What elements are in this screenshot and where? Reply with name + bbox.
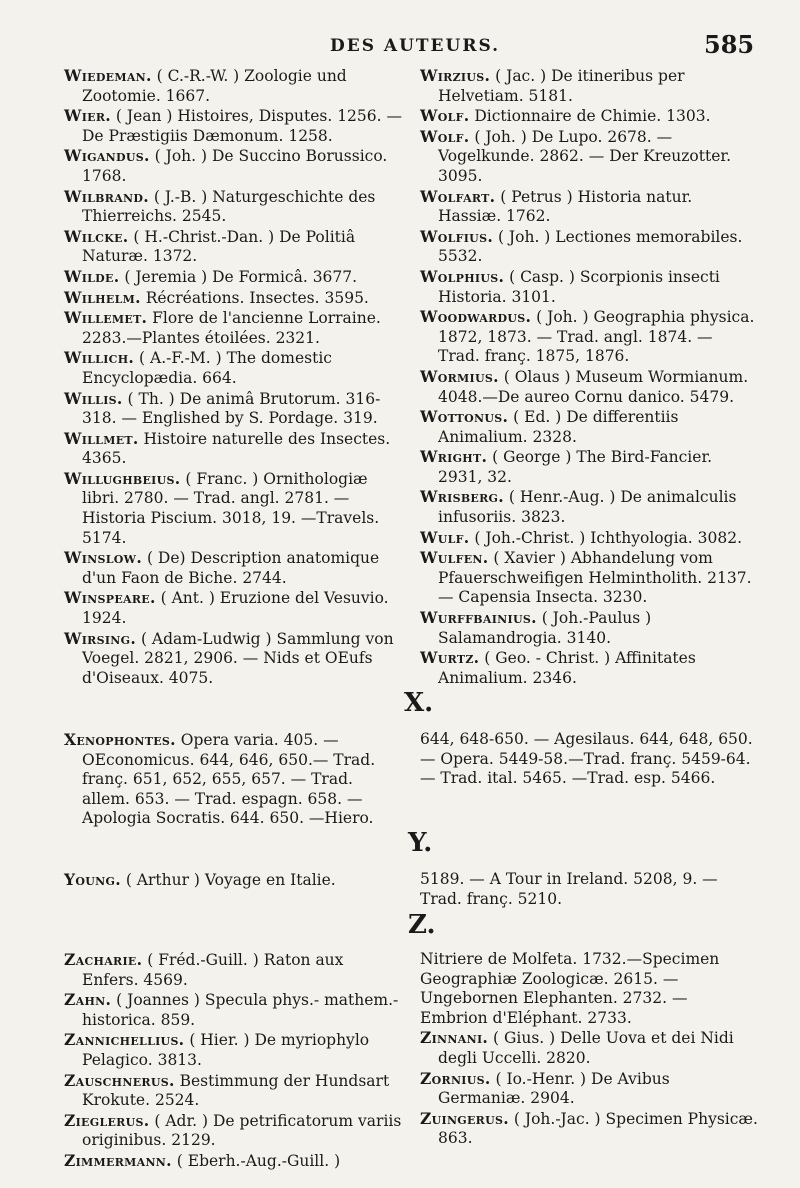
index-entry bbox=[420, 487, 758, 527]
entry-description: ( Joh.-Paulus ) Salamandrogia. 3140. bbox=[438, 609, 652, 647]
entry-description: ( Olaus ) Museum Wormianum. 4048.—De aureo Cornu danico. 5479. bbox=[438, 367, 749, 406]
entry-description: ( J.-B. ) Naturgeschichte des Thierreichs. 2545. bbox=[82, 187, 376, 226]
entry-description: ( Joh. ) De Succino Borussico. 1768. bbox=[82, 147, 388, 185]
index-entry bbox=[64, 1030, 402, 1070]
index-entry bbox=[64, 348, 402, 388]
author-name: Wolf. bbox=[420, 106, 470, 126]
entry-description: ( Petrus ) Historia natur. Hassiæ. 1762. bbox=[438, 187, 693, 226]
entry-description: ( Io.-Henr. ) De Avibus Germaniæ. 2904. bbox=[438, 1069, 670, 1108]
author-name: Wilhelm. bbox=[64, 287, 141, 307]
author-name: Wirzius. bbox=[420, 66, 491, 85]
index-entry bbox=[420, 66, 758, 106]
entry-description: ( Gius. ) Delle Uova et dei Nidi degli Uccelli. 2820. bbox=[438, 1029, 734, 1067]
index-entry bbox=[420, 307, 758, 367]
author-name: Wolfius. bbox=[420, 226, 494, 246]
author-name: Winspeare. bbox=[64, 588, 156, 608]
entry-description: ( Geo. - Christ. ) Affinitates Animalium. 2346. bbox=[438, 649, 696, 687]
author-name: Zauschnerus. bbox=[64, 1070, 175, 1090]
author-name: Zannichellius. bbox=[64, 1030, 185, 1050]
entry-description: Récréations. Insectes. 3595. bbox=[140, 288, 369, 307]
entry-description: ( A.-F.-M. ) The domestic Encyclopædia. 664. bbox=[82, 349, 332, 387]
index-entry bbox=[64, 588, 402, 628]
entry-description: ( Franc. ) Ornithologiæ libri. 2780. — Trad. angl. 2781. — Historia Piscium. 3018, 19. —Travels. 5174. bbox=[82, 469, 380, 547]
x-left-column bbox=[64, 730, 402, 829]
entry-description: ( Jean ) Histoires, Disputes. 1256. — De Præstigiis Dæmonum. 1258. bbox=[82, 107, 402, 145]
entry-description: ( Ed. ) De differentiis Animalium. 2328. bbox=[438, 408, 679, 446]
entry-description: ( Ant. ) Eruzione del Vesuvio. 1924. bbox=[82, 589, 389, 628]
index-entry bbox=[64, 1111, 402, 1151]
entry-description: ( Arthur ) Voyage en Italie. bbox=[120, 871, 336, 889]
index-entry bbox=[64, 548, 402, 588]
index-entry bbox=[64, 146, 402, 186]
index-entry bbox=[64, 227, 402, 267]
entry-description: ( Henr.-Aug. ) De animalculis infusoriis. 3823. bbox=[438, 488, 737, 527]
entry-description: ( George ) The Bird-Fancier. 2931, 32. bbox=[438, 448, 713, 486]
z-continuation: Nitriere de Molfeta. 1732.—Specimen Geographiæ Zoologicæ. 2615. — Ungebornen Elephanten. 2732. — Embrion d'Eléphant. 2733. bbox=[420, 950, 720, 1027]
author-name: Willemet. bbox=[64, 308, 148, 328]
entry-description: ( Adam-Ludwig ) Sammlung von Voegel. 2821, 2906. — Nids et OEufs d'Oiseaux. 4075. bbox=[82, 629, 394, 687]
entry-description: ( Jeremia ) De Formicâ. 3677. bbox=[119, 267, 358, 286]
index-entry bbox=[420, 548, 758, 608]
entry-description: ( Joh.-Jac. ) Specimen Physicæ. 863. bbox=[438, 1109, 758, 1148]
author-name: Wulfen. bbox=[420, 548, 489, 568]
author-name: Zimmermann. bbox=[64, 1150, 172, 1170]
author-name: Wilde. bbox=[64, 266, 120, 286]
index-entry bbox=[64, 950, 402, 990]
entry-description: ( Hier. ) De myriophylo Pelagico. 3813. bbox=[82, 1031, 370, 1069]
index-entry bbox=[64, 187, 402, 227]
author-name: Wigandus. bbox=[64, 146, 150, 166]
entry-description: ( H.-Christ.-Dan. ) De Politiâ Naturæ. 1372. bbox=[82, 227, 356, 266]
author-name: Wright. bbox=[420, 447, 488, 467]
author-name: Wirsing. bbox=[64, 628, 137, 648]
author-name: Wier. bbox=[64, 106, 111, 126]
author-name: Zinnani. bbox=[420, 1028, 489, 1048]
section-letter-z: Z. bbox=[408, 910, 436, 940]
entry-description: Dictionnaire de Chimie. 1303. bbox=[469, 107, 711, 126]
index-entry bbox=[64, 66, 402, 106]
author-name: Wilcke. bbox=[64, 226, 129, 246]
index-entry bbox=[64, 990, 402, 1030]
index-entry bbox=[64, 870, 402, 891]
entry-description: ( Joh. ) Lectiones memorabiles. 5532. bbox=[438, 227, 743, 266]
author-name: Wolphius. bbox=[420, 266, 505, 286]
index-entry bbox=[420, 1109, 758, 1149]
entry-description: ( Adr. ) De petrificatorum variis originibus. 2129. bbox=[82, 1111, 402, 1150]
index-entry bbox=[64, 730, 402, 829]
w-right-column bbox=[420, 66, 758, 688]
index-entry bbox=[420, 187, 758, 227]
index-entry bbox=[64, 288, 402, 309]
author-name: Wiedeman. bbox=[64, 66, 152, 85]
index-entry bbox=[64, 1071, 402, 1111]
author-name: Willmet. bbox=[64, 428, 139, 448]
entry-description: Histoire naturelle des Insectes. 4365. bbox=[82, 429, 391, 468]
author-name: Willughbeius. bbox=[64, 468, 181, 488]
entry-description: Bestimmung der Hundsart Krokute. 2524. bbox=[82, 1071, 390, 1110]
author-name: Wilbrand. bbox=[64, 186, 149, 206]
entry-description: ( Th. ) De animâ Brutorum. 316-318. — Englished by S. Pordage. 319. bbox=[82, 389, 381, 428]
entry-description: ( Joannes ) Specula phys.- mathem.-historica. 859. bbox=[82, 991, 399, 1029]
x-right-column bbox=[420, 730, 758, 789]
author-name: Zuingerus. bbox=[420, 1108, 509, 1128]
entry-description: ( Xavier ) Abhandelung vom Pfauerschweifigen Helmintholith. 2137. — Capensia Insecta. 3230. bbox=[438, 549, 752, 607]
index-entry bbox=[420, 447, 758, 487]
index-entry bbox=[420, 407, 758, 447]
entry-description: ( Fréd.-Guill. ) Raton aux Enfers. 4569. bbox=[82, 951, 344, 989]
author-name: Xenophontes. bbox=[64, 730, 176, 749]
section-letter-y: Y. bbox=[408, 828, 433, 858]
entry-description: ( De) Description anatomique d'un Faon de Biche. 2744. bbox=[82, 549, 380, 587]
index-entry bbox=[420, 648, 758, 688]
index-entry bbox=[64, 469, 402, 548]
index-entry bbox=[420, 127, 758, 187]
entry-description: ( Eberh.-Aug.-Guill. ) bbox=[171, 1151, 341, 1170]
entry-description: ( Casp. ) Scorpionis insecti Historia. 3101. bbox=[438, 267, 720, 306]
entry-description: Flore de l'ancienne Lorraine. 2283.—Plantes étoilées. 2321. bbox=[82, 309, 381, 347]
w-left-column bbox=[64, 66, 402, 688]
index-entry bbox=[64, 308, 402, 348]
page-number: 585 bbox=[704, 30, 755, 59]
page-header bbox=[0, 28, 800, 68]
index-entry bbox=[420, 367, 758, 407]
entry-description: ( Joh.-Christ. ) Ichthyologia. 3082. bbox=[469, 528, 742, 547]
index-entry bbox=[420, 1028, 758, 1068]
author-name: Wrisberg. bbox=[420, 487, 504, 507]
index-entry bbox=[64, 267, 402, 288]
index-entry bbox=[64, 389, 402, 429]
author-name: Zacharie. bbox=[64, 950, 143, 969]
x-continuation: 644, 648-650. — Agesilaus. 644, 648, 650.— Opera. 5449-58.—Trad. franç. 5459-64. — Trad. ital. 5465. —Trad. esp. 5466. bbox=[420, 730, 753, 788]
entry-description: ( Joh. ) De Lupo. 2678. — Vogelkunde. 2862. — Der Kreuzotter. 3095. bbox=[438, 127, 732, 185]
entry-description: ( Jac. ) De itineribus per Helvetiam. 5181. bbox=[438, 67, 685, 105]
z-left-column bbox=[64, 950, 402, 1172]
y-right-column bbox=[420, 870, 758, 909]
index-entry bbox=[420, 608, 758, 648]
author-name: Wulf. bbox=[420, 527, 470, 547]
author-name: Zieglerus. bbox=[64, 1110, 150, 1130]
index-entry bbox=[420, 267, 758, 307]
author-name: Woodwardus. bbox=[420, 307, 532, 327]
index-entry bbox=[420, 106, 758, 127]
author-name: Wottonus. bbox=[420, 407, 509, 427]
author-name: Wurffbainius. bbox=[420, 608, 537, 628]
author-name: Zornius. bbox=[420, 1068, 491, 1088]
author-name: Willis. bbox=[64, 388, 123, 408]
running-title: DES AUTEURS. bbox=[330, 36, 501, 56]
entry-description: ( C.-R.-W. ) Zoologie und Zootomie. 1667. bbox=[82, 67, 347, 105]
author-name: Young. bbox=[64, 870, 121, 889]
author-name: Wolf. bbox=[420, 126, 470, 146]
z-right-column bbox=[420, 950, 758, 1149]
index-entry bbox=[64, 106, 402, 146]
index-entry bbox=[64, 429, 402, 469]
y-left-column bbox=[64, 870, 402, 891]
index-entry bbox=[420, 227, 758, 267]
author-name: Winslow. bbox=[64, 548, 143, 568]
index-entry bbox=[64, 629, 402, 689]
y-continuation: 5189. — A Tour in Ireland. 5208, 9. — Trad. franç. 5210. bbox=[420, 870, 718, 908]
entry-description: Opera varia. 405. — OEconomicus. 644, 646, 650.— Trad. franç. 651, 652, 655, 657. — Trad. allem. 653. — Trad. espagn. 658. — Apologia Socratis. 644. 650. —Hiero. bbox=[82, 731, 376, 828]
entry-description: ( Joh. ) Geographia physica. 1872, 1873. — Trad. angl. 1874. — Trad. franç. 1875, 1876. bbox=[438, 308, 755, 366]
author-name: Wormius. bbox=[420, 366, 499, 386]
author-name: Wurtz. bbox=[420, 648, 480, 668]
author-name: Wolfart. bbox=[420, 186, 496, 206]
index-entry bbox=[64, 1151, 402, 1172]
author-name: Willich. bbox=[64, 348, 135, 368]
section-letter-x: X. bbox=[404, 688, 434, 718]
index-entry bbox=[420, 1069, 758, 1109]
index-entry bbox=[420, 528, 758, 549]
author-name: Zahn. bbox=[64, 990, 112, 1010]
